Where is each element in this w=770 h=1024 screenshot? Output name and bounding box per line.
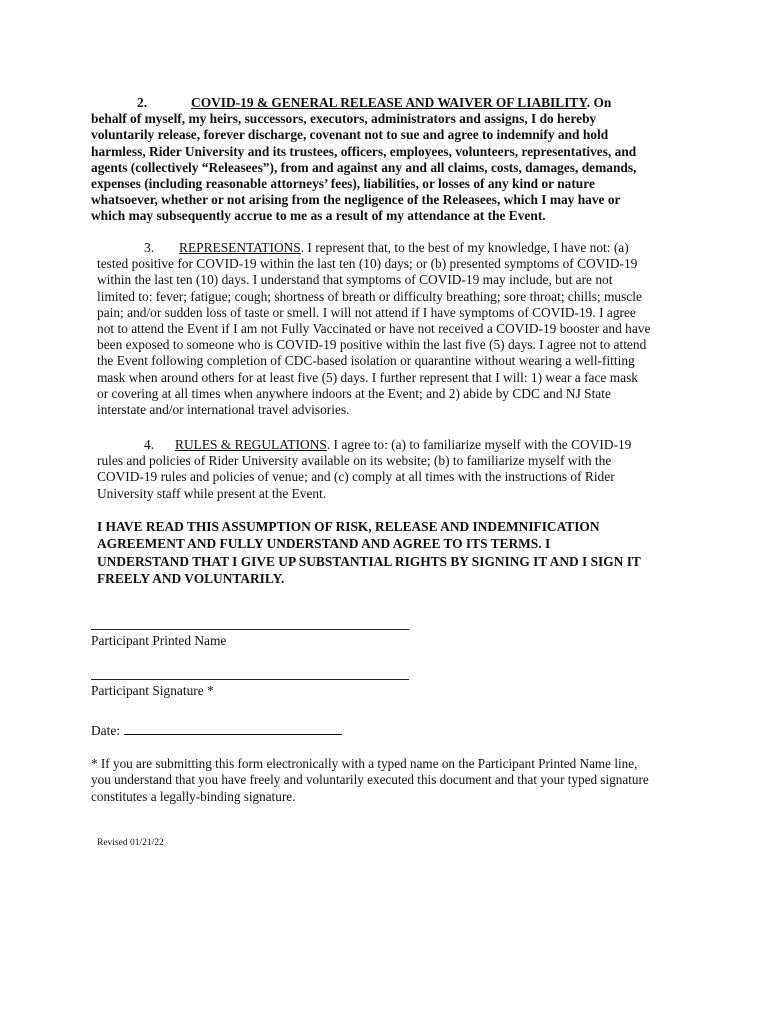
note-line: * If you are submitting this form electronically with a typed name on the Participant Printed Name line,	[91, 756, 638, 771]
section-4-line: rules and policies of Rider University available on its website; (b) to familiarize myself with the	[97, 453, 612, 469]
section-3-line: tested positive for COVID-19 within the last ten (10) days; or (b) presented symptoms of COVID-19	[97, 256, 638, 272]
section-2-release-waiver	[91, 95, 661, 225]
section-3-line: been exposed to someone who is COVID-19 positive within the last five (5) days. I agree not to attend	[97, 337, 647, 353]
note-line: constitutes a legally-binding signature.	[91, 788, 296, 804]
section-4-line: COVID-19 rules and policies of venue; and (c) comply at all times with the instructions of Rider	[97, 469, 615, 485]
section-2-heading: COVID-19 & GENERAL RELEASE AND WAIVER OF LIABILITY	[191, 95, 587, 110]
signature-field[interactable]	[91, 679, 409, 680]
acknowledgment-statement	[97, 518, 672, 588]
acknowledgment-line: I HAVE READ THIS ASSUMPTION OF RISK, RELEASE AND INDEMNIFICATION	[97, 519, 600, 534]
section-2-line: harmless, Rider University and its trustees, officers, employees, volunteers, representatives, and	[91, 143, 637, 159]
electronic-signature-note	[91, 756, 671, 805]
section-3-line: not to attend the Event if I am not Fully Vaccinated or have not received a COVID-19 booster and have	[97, 321, 651, 337]
section-3-line: pain; and/or sudden loss of taste or smell. I will not attend if I have symptoms of COVID-19. I agree	[97, 304, 636, 320]
date-field[interactable]	[124, 722, 342, 735]
section-2-line: which may subsequently accrue to me as a result of my attendance at the Event.	[91, 208, 546, 224]
section-3-line: limited to: fever; fatigue; cough; shortness of breath or difficulty breathing; sore throat; chills; muscle	[97, 288, 642, 304]
signature-label: Participant Signature *	[91, 683, 214, 698]
acknowledgment-line: AGREEMENT AND FULLY UNDERSTAND AND AGREE TO ITS TERMS. I	[97, 536, 551, 552]
section-2-line: behalf of myself, my heirs, successors, executors, administrators and assigns, I do hereby	[91, 111, 597, 127]
section-3-line: the Event following completion of CDC-based isolation or quarantine without wearing a well-fitting	[97, 353, 635, 369]
revision-date: Revised 01/21/22	[97, 838, 164, 848]
section-4-heading: RULES & REGULATIONS	[175, 437, 327, 452]
section-2-line: . On	[586, 95, 612, 110]
section-3-line: . I represent that, to the best of my knowledge, I have not: (a)	[300, 240, 629, 255]
section-4-line: University staff while present at the Event.	[97, 485, 327, 501]
section-3-line: within the last ten (10) days. I understand that symptoms of COVID-19 may include, but are not	[97, 272, 613, 288]
section-3-line: or covering at all times when anywhere indoors at the Event; and 2) abide by CDC and NJ State	[97, 385, 611, 401]
section-2-number: 2.	[137, 95, 148, 110]
section-4-rules-regulations	[97, 437, 657, 502]
section-4-line: . I agree to: (a) to familiarize myself with the COVID-19	[326, 437, 632, 452]
section-2-line: agents (collectively “Releasees”), from and against any and all claims, costs, damages, demands,	[91, 159, 637, 175]
acknowledgment-line: FREELY AND VOLUNTARILY.	[97, 571, 285, 587]
section-3-line: interstate and/or international travel advisories.	[97, 402, 350, 418]
section-3-representations	[97, 240, 677, 418]
printed-name-field[interactable]	[91, 629, 409, 630]
section-3-first-line	[97, 240, 677, 256]
section-4-number: 4.	[144, 437, 155, 452]
note-line: you understand that you have freely and voluntarily executed this document and that your typed signature	[91, 772, 649, 788]
section-4-first-line	[97, 437, 657, 453]
section-2-first-line	[91, 95, 661, 111]
section-2-line: expenses (including reasonable attorneys’ fees), liabilities, or losses of any kind or nature	[91, 176, 595, 192]
section-3-number: 3.	[144, 240, 155, 255]
acknowledgment-line: UNDERSTAND THAT I GIVE UP SUBSTANTIAL RIGHTS BY SIGNING IT AND I SIGN IT	[97, 553, 641, 569]
printed-name-label: Participant Printed Name	[91, 633, 227, 648]
section-2-line: voluntarily release, forever discharge, covenant not to sue and agree to indemnify and hold	[91, 127, 609, 143]
date-row	[91, 722, 342, 739]
date-label: Date:	[91, 723, 120, 738]
section-2-line: whatsoever, whether or not arising from the negligence of the Releasees, which I may have or	[91, 192, 621, 208]
section-3-heading: REPRESENTATIONS	[179, 240, 301, 255]
section-3-line: mask when around others for at least five (5) days. I further represent that I will: 1) wear a face mask	[97, 369, 638, 385]
